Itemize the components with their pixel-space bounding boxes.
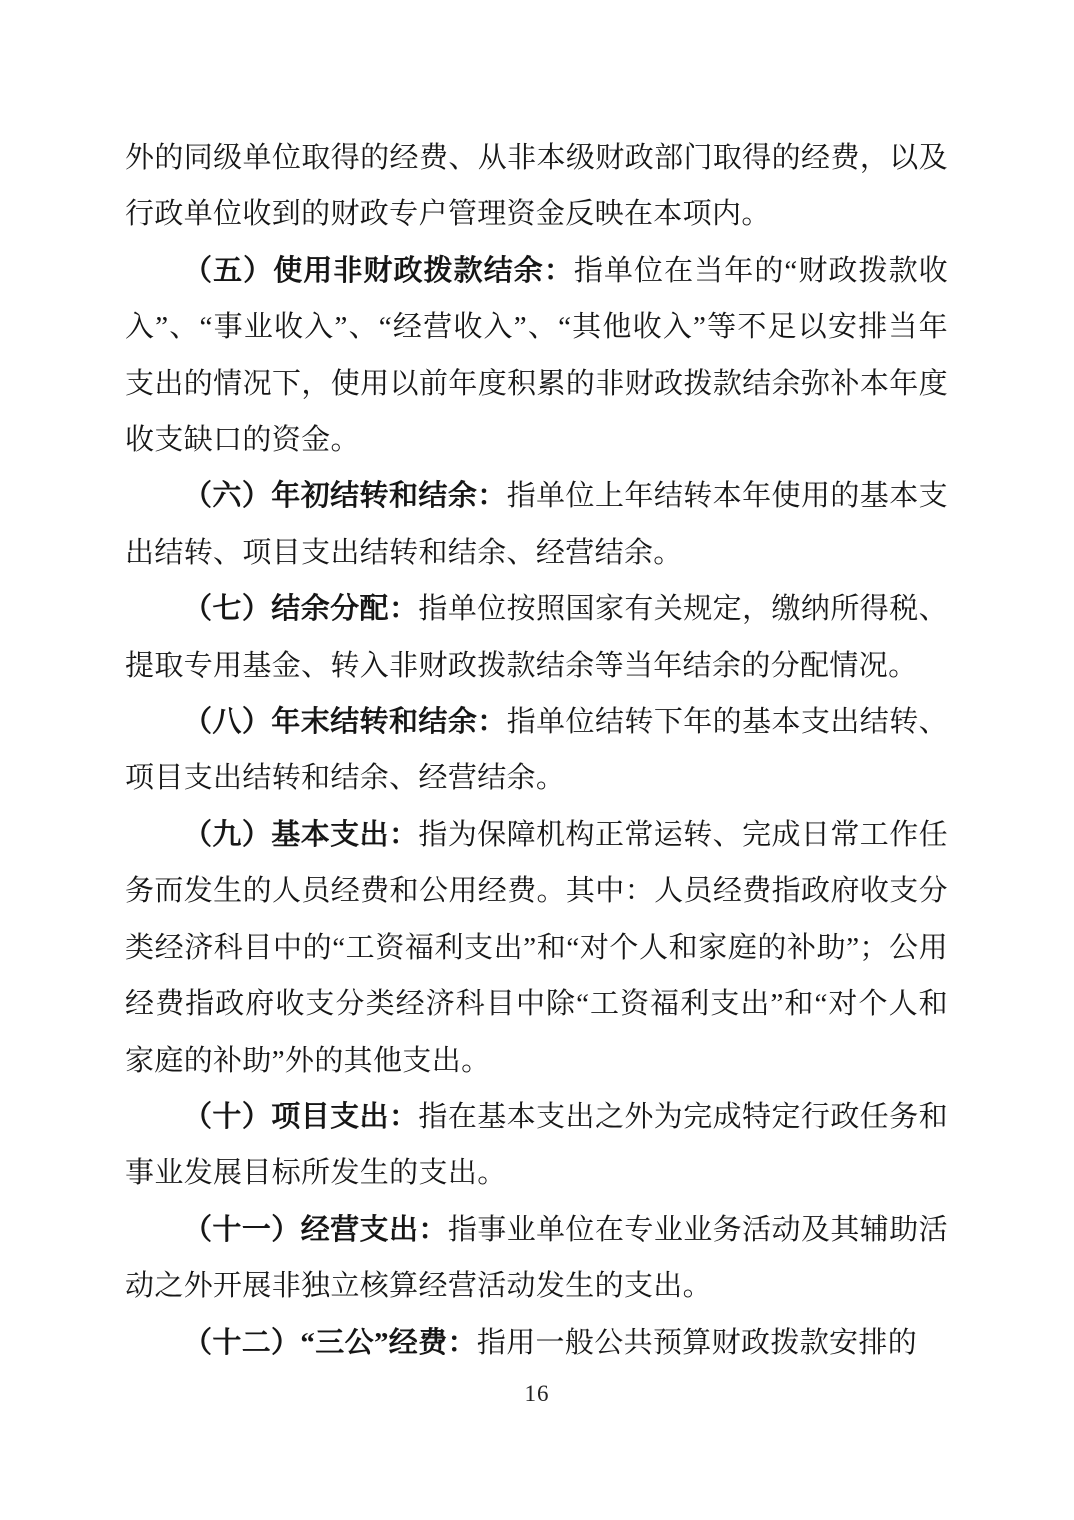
paragraph-text: 指事业单位在专业业务活动及其辅助活动之外开展非独立核算经营活动发生的支出。: [125, 1213, 949, 1303]
paragraph: [125, 468, 948, 581]
paragraph: [125, 694, 948, 807]
paragraph-text: 指单位在当年的“财政拨款收入”、“事业收入”、“经营收入”、“其他收入”等不足以安排当年支出的情况下，使用以前年度积累的非财政拨款结余弥补本年度收支缺口的资金。: [125, 254, 948, 457]
paragraph-text: 指单位结转下年的基本支出结转、项目支出结转和结余、经营结余。: [125, 706, 948, 795]
term-label: （十二）“三公”经费：: [183, 1326, 477, 1359]
paragraph: [125, 130, 948, 243]
paragraph: [125, 581, 948, 694]
term-label: （十）项目支出：: [183, 1100, 419, 1133]
paragraph: [125, 1315, 948, 1371]
paragraph-text: 指单位上年结转本年使用的基本支出结转、项目支出结转和结余、经营结余。: [125, 480, 948, 569]
term-label: （八）年末结转和结余：: [183, 706, 507, 739]
term-label: （九）基本支出：: [183, 818, 419, 851]
paragraph: [125, 1202, 948, 1315]
paragraph: [125, 1089, 948, 1202]
paragraph: [125, 243, 948, 469]
paragraph-text: 指在基本支出之外为完成特定行政任务和事业发展目标所发生的支出。: [125, 1100, 948, 1190]
term-label: （七）结余分配：: [183, 593, 419, 626]
document-body: [125, 130, 948, 1371]
paragraph-text: 指单位按照国家有关规定，缴纳所得税、提取专用基金、转入非财政拨款结余等当年结余的分配情况。: [125, 593, 948, 682]
paragraph-text: 指为保障机构正常运转、完成日常工作任务而发生的人员经费和公用经费。其中：人员经费指政府收支分类经济科目中的“工资福利支出”和“对个人和家庭的补助”；公用经费指政府收支分类经济科目中除“工资福利支出”和“对个人和家庭的补助”外的其他支出。: [125, 818, 948, 1077]
term-label: （六）年初结转和结余：: [183, 480, 507, 513]
term-label: （十一）经营支出：: [183, 1213, 448, 1246]
paragraph-text: 外的同级单位取得的经费、从非本级财政部门取得的经费，以及行政单位收到的财政专户管理资金反映在本项内。: [125, 142, 948, 231]
term-label: （五）使用非财政拨款结余：: [183, 254, 574, 287]
paragraph: [125, 807, 948, 1089]
paragraph-text: 指用一般公共预算财政拨款安排的: [476, 1326, 918, 1359]
page-number: 16: [524, 1381, 550, 1406]
